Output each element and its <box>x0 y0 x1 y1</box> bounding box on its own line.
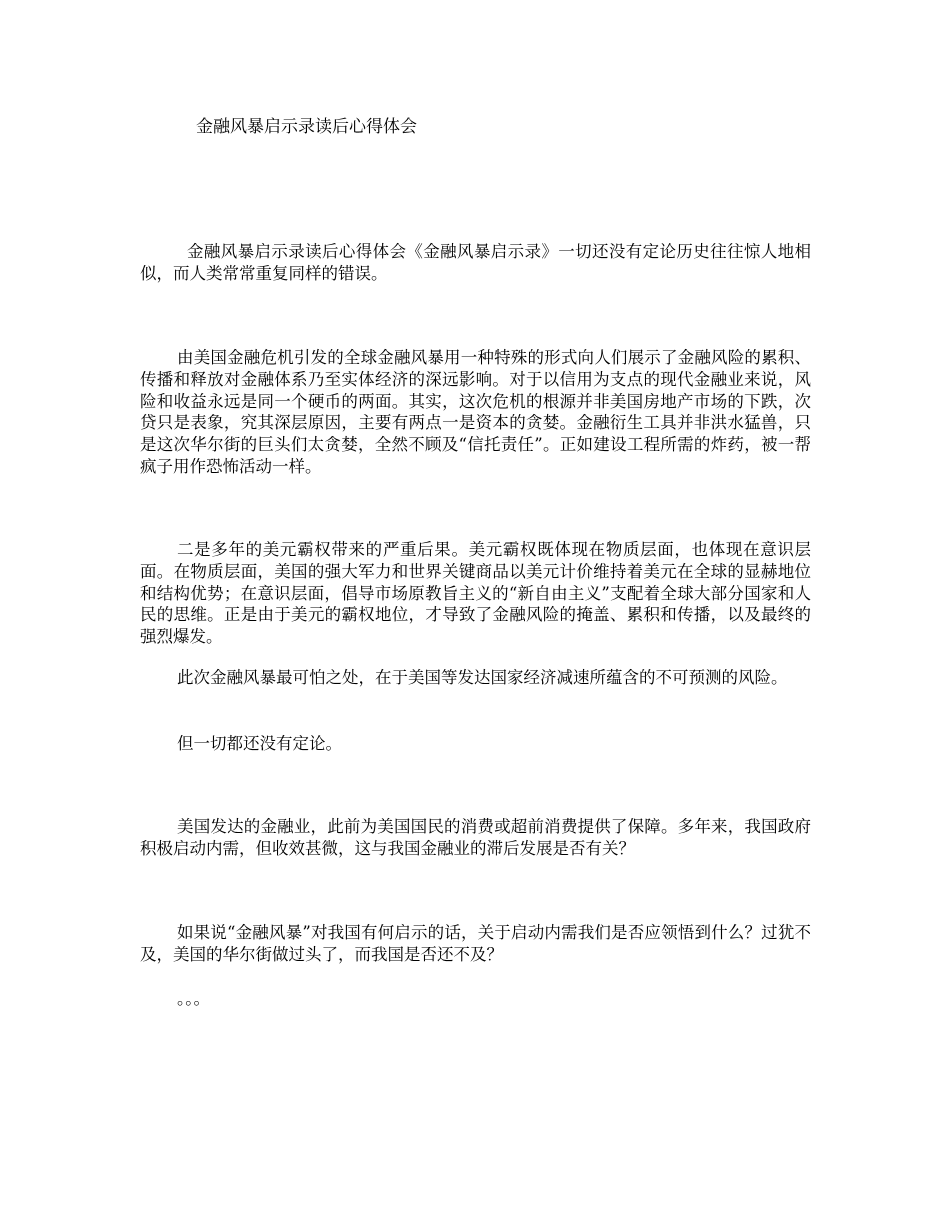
paragraph-risk: 此次金融风暴最可怕之处，在于美国等发达国家经济减速所蕴含的不可预测的风险。 <box>177 668 788 687</box>
paragraph-financial-crisis: 由美国金融危机引发的全球金融风暴用一种特殊的形式向人们展示了金融风险的累积、传播和释放对金融体系乃至实体经济的深远影响。对于以信用为支点的现代金融业来说，风险和收益永远是同一个硬币的两面。其实，这次危机的根源并非美国房地产市场的下跌，次贷只是表象，究其深层原因，主要有两点一是资本的贪婪。金融衍生工具并非洪水猛兽，只是这次华尔街的巨头们太贪婪，全然不顾及“信托责任”。正如建设工程所需的炸药，被一帮疯子用作恐怖活动一样。 <box>140 348 811 476</box>
paragraph-no-conclusion: 但一切都还没有定论。 <box>177 734 342 753</box>
paragraph-ellipsis: 。。。 <box>177 989 210 1008</box>
paragraph-dollar-hegemony: 二是多年的美元霸权带来的严重后果。美元霸权既体现在物质层面，也体现在意识层面。在物质层面，美国的强大军力和世界关键商品以美元计价维持着美元在全球的显赫地位和结构优势；在意识层面，倡导市场原教旨主义的“新自由主义”支配着全球大部分国家和人民的思维。正是由于美元的霸权地位，才导致了金融风险的掩盖、累积和传播，以及最终的强烈爆发。 <box>140 540 811 647</box>
paragraph-domestic-demand: 美国发达的金融业，此前为美国国民的消费或超前消费提供了保障。多年来，我国政府积极启动内需，但收效甚微，这与我国金融业的滞后发展是否有关？ <box>140 817 811 858</box>
paragraph-intro: 金融风暴启示录读后心得体会《金融风暴启示录》一切还没有定论历史往往惊人地相似，而人类常常重复同样的错误。 <box>140 242 811 283</box>
paragraph-lessons: 如果说“金融风暴”对我国有何启示的话，关于启动内需我们是否应领悟到什么？过犹不及，美国的华尔街做过头了，而我国是否还不及？ <box>140 923 811 964</box>
document-title: 金融风暴启示录读后心得体会 <box>196 117 417 137</box>
